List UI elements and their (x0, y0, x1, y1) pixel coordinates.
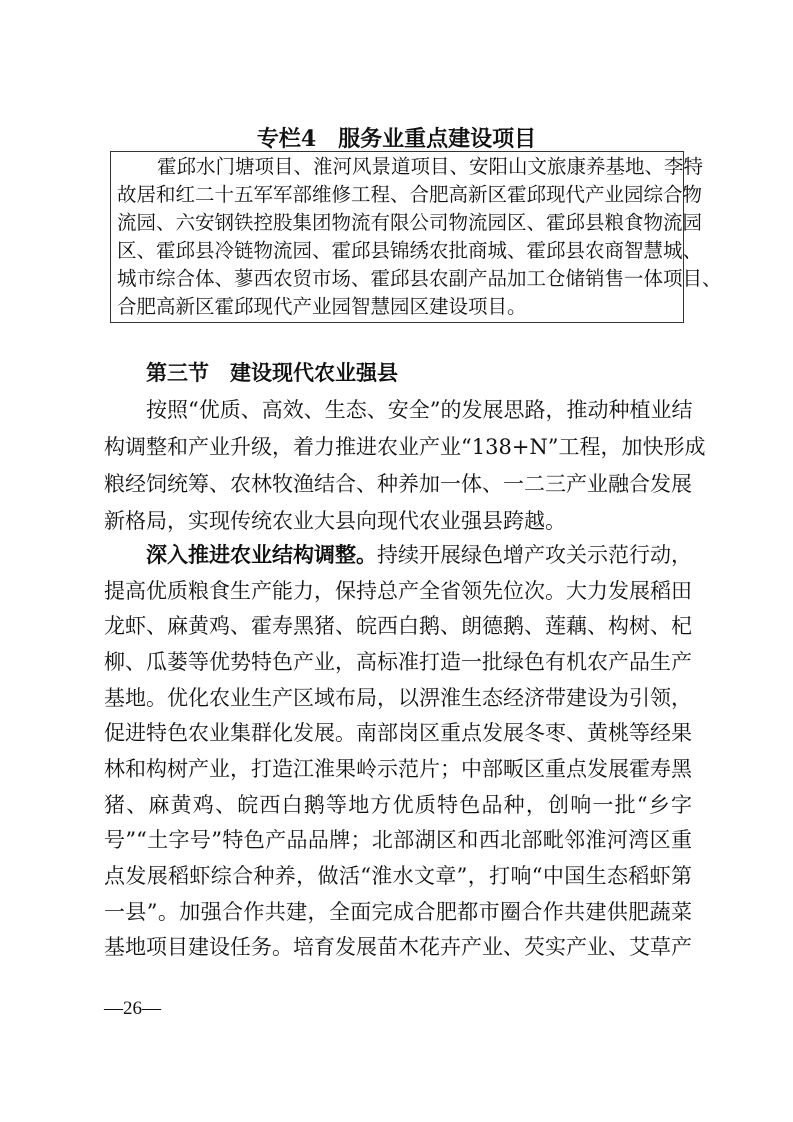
paragraph-line: 点发展稻虾综合种养，做活“淮水文章”，打响“中国生态稻虾第 (104, 864, 692, 888)
box-title: 专栏4 服务业重点建设项目 (256, 126, 537, 152)
box-line: 城市综合体、蓼西农贸市场、霍邱县农副产品加工仓储销售一体项目、 (117, 267, 722, 290)
section-heading: 第三节 建设现代农业强县 (146, 360, 398, 385)
paragraph-line: 构调整和产业升级，着力推进农业产业“138+N”工程，加快形成 (104, 435, 706, 459)
paragraph-line: 龙虾、麻黄鸡、霍寿黑猪、皖西白鹅、朗德鹅、莲藕、构树、杞 (104, 614, 692, 638)
paragraph-line: 柳、瓜蒌等优势特色产业，高标准打造一批绿色有机农产品生产 (104, 650, 692, 674)
box-line: 霍邱水门塘项目、淮河风景道项目、安阳山文旅康养基地、李特 (157, 155, 704, 178)
paragraph-line: 林和构树产业，打造江淮果岭示范片；中部畈区重点发展霍寿黑 (104, 757, 692, 781)
paragraph-line (104, 540, 692, 570)
paragraph-line: 一县”。加强合作共建，全面完成合肥都市圈合作共建供肥蔬菜 (104, 900, 692, 924)
bold-lead: 深入推进农业结构调整。 (146, 542, 377, 567)
paragraph-line: 基地。优化农业生产区域布局，以淠淮生态经济带建设为引领， (104, 686, 692, 710)
lead-rest: 持续开展绿色增产攻关示范行动， (377, 543, 692, 567)
box-line: 合肥高新区霍邱现代产业园智慧园区建设项目。 (117, 295, 527, 318)
box-line: 区、霍邱县冷链物流园、霍邱县锦绣农批商城、霍邱县农商智慧城、 (117, 239, 703, 262)
paragraph-line: 按照“优质、高效、生态、安全”的发展思路，推动种植业结 (146, 398, 693, 422)
paragraph-line: 基地项目建设任务。培育发展苗木花卉产业、芡实产业、艾草产 (104, 935, 692, 959)
page-number: —26— (104, 998, 161, 1019)
project-box (110, 151, 722, 323)
paragraph-line: 促进特色农业集群化发展。南部岗区重点发展冬枣、黄桃等经果 (104, 721, 692, 745)
box-line: 故居和红二十五军军部维修工程、合肥高新区霍邱现代产业园综合物 (117, 183, 703, 206)
box-line: 流园、六安钢铁控股集团物流有限公司物流园区、霍邱县粮食物流园 (117, 211, 703, 234)
paragraph-line: 猪、麻黄鸡、皖西白鹅等地方优质特色品种，创响一批“乡字 (104, 793, 692, 817)
paragraph-line: 提高优质粮食生产能力，保持总产全省领先位次。大力发展稻田 (104, 579, 692, 603)
paragraph-line: 粮经饲统筹、农林牧渔结合、种养加一体、一二三产业融合发展 (104, 472, 692, 496)
paragraph-line: 新格局，实现传统农业大县向现代农业强县跨越。 (104, 509, 566, 533)
paragraph-line: 号”“土字号”特色产品品牌；北部湖区和西北部毗邻淮河湾区重 (104, 828, 692, 852)
